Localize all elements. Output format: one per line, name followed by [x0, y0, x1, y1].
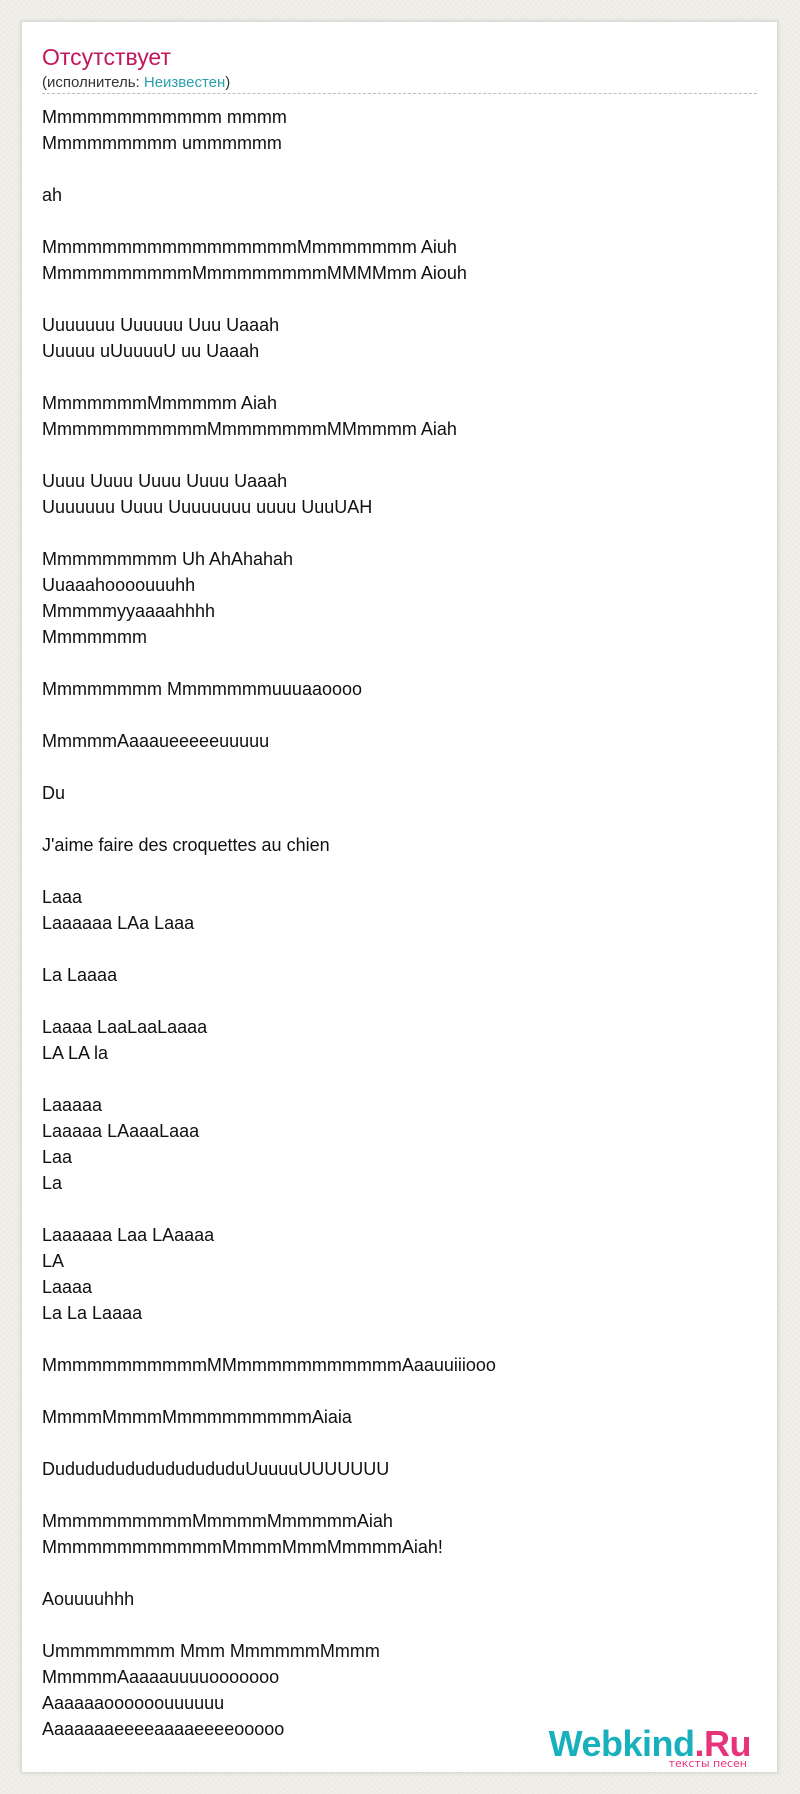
lyric-line: Laaaaaa Laa LAaaaa [42, 1225, 215, 1245]
lyric-stanza [42, 1508, 757, 1560]
lyric-line: Mmmmmyyaaaahhhh [42, 601, 216, 621]
lyric-stanza [42, 104, 757, 156]
lyric-line: MmmmmAaaaauuuuooooooo [42, 1667, 280, 1687]
lyric-line: MmmmmmmmmmMmmmmMmmmmmAiah [42, 1511, 393, 1531]
lyric-stanza [42, 1222, 757, 1326]
lyric-line: MmmmmmmMmmmmm Aiah [42, 393, 277, 413]
lyric-line: DudududududududududuUuuuuUUUUUUU [42, 1459, 390, 1479]
lyric-stanza [42, 546, 757, 650]
lyric-line: Uuuu Uuuu Uuuu Uuuu Uaaah [42, 471, 288, 491]
lyric-line: Ummmmmmmm Mmm MmmmmmMmmm [42, 1641, 380, 1661]
lyric-stanza [42, 312, 757, 364]
lyric-stanza [42, 1352, 757, 1378]
lyric-stanza [42, 962, 757, 988]
lyric-stanza [42, 1404, 757, 1430]
artist-link[interactable]: Неизвестен [143, 74, 226, 91]
lyric-line: Laaaaa [42, 1095, 103, 1115]
lyric-line: Mmmmmmmmm ummmmmm [42, 133, 282, 153]
song-title: Отсутствует [42, 44, 171, 70]
lyric-line: Mmmmmmmmmmmm mmmm [42, 107, 287, 127]
lyric-line: Laaaaaa LAa Laaa [42, 913, 195, 933]
lyric-line: Laaa [42, 887, 83, 907]
lyric-line: Mmmmmmmm Mmmmmmmuuuaaoooo [42, 679, 363, 699]
artist-suffix: ) [225, 74, 231, 91]
lyric-stanza [42, 1586, 757, 1612]
lyric-line: MmmmmmmmmmmmMmmmMmmMmmmmAiah! [42, 1537, 443, 1557]
lyric-stanza [42, 1456, 757, 1482]
lyrics-body [42, 104, 757, 1768]
lyric-line: Aaaaaaoooooouuuuuu [42, 1693, 225, 1713]
lyric-stanza [42, 728, 757, 754]
lyric-line: MmmmMmmmMmmmmmmmmmAiaia [42, 1407, 352, 1427]
lyric-stanza [42, 468, 757, 520]
title-divider [42, 93, 757, 94]
lyric-line: ah [42, 185, 63, 205]
lyric-line: MmmmmmmmmmmmmmmmmMmmmmmmm Aiuh [42, 237, 457, 257]
site-subtitle: тексты песен [668, 1757, 747, 1770]
lyric-line: Laaaa LaaLaaLaaaa [42, 1017, 208, 1037]
lyric-line: MmmmmAaaaueeeeeuuuuu [42, 731, 270, 751]
lyric-line: Laaaaa LAaaaLaaa [42, 1121, 200, 1141]
lyric-line: MmmmmmmmmmmMMmmmmmmmmmmmAaauuiiiooo [42, 1355, 496, 1375]
lyric-stanza [42, 780, 757, 806]
lyric-line: Uuuuuuu Uuuuuu Uuu Uaaah [42, 315, 280, 335]
lyric-line: LA [42, 1251, 65, 1271]
site-watermark [548, 1723, 751, 1770]
lyric-line: MmmmmmmmmmMmmmmmmmmMMMMmm Aiouh [42, 263, 467, 283]
lyric-line: Laa [42, 1147, 73, 1167]
lyric-stanza [42, 676, 757, 702]
lyric-line: Laaaa [42, 1277, 93, 1297]
lyric-line: Uuuuuuu Uuuu Uuuuuuuu uuuu UuuUAH [42, 497, 373, 517]
lyrics-card [21, 21, 778, 1773]
lyric-stanza [42, 390, 757, 442]
lyric-stanza [42, 182, 757, 208]
lyric-stanza [42, 1014, 757, 1066]
lyric-line: J'aime faire des croquettes au chien [42, 835, 330, 855]
lyric-line: Mmmmmmmmm Uh AhAhahah [42, 549, 294, 569]
lyric-line: La [42, 1173, 63, 1193]
lyric-line: La Laaaa [42, 965, 118, 985]
lyric-line: Uuuuu uUuuuuU uu Uaaah [42, 341, 260, 361]
lyric-line: Aaaaaaaeeeeaaaaeeeeooooo [42, 1719, 285, 1739]
lyric-stanza [42, 234, 757, 286]
lyric-line: MmmmmmmmmmmMmmmmmmmMMmmmm Aiah [42, 419, 457, 439]
lyric-line: Du [42, 783, 66, 803]
lyric-line: Uuaaahoooouuuhh [42, 575, 196, 595]
lyric-stanza [42, 884, 757, 936]
lyric-stanza [42, 1092, 757, 1196]
lyric-line: Mmmmmmm [42, 627, 147, 647]
lyric-stanza [42, 832, 757, 858]
lyric-line: Aouuuuhhh [42, 1589, 135, 1609]
site-logo: Webkind.Ru [548, 1723, 751, 1764]
artist-prefix: (исполнитель: [42, 74, 144, 91]
artist-line [42, 74, 230, 92]
lyric-line: La La Laaaa [42, 1303, 143, 1323]
lyric-line: LA LA la [42, 1043, 109, 1063]
